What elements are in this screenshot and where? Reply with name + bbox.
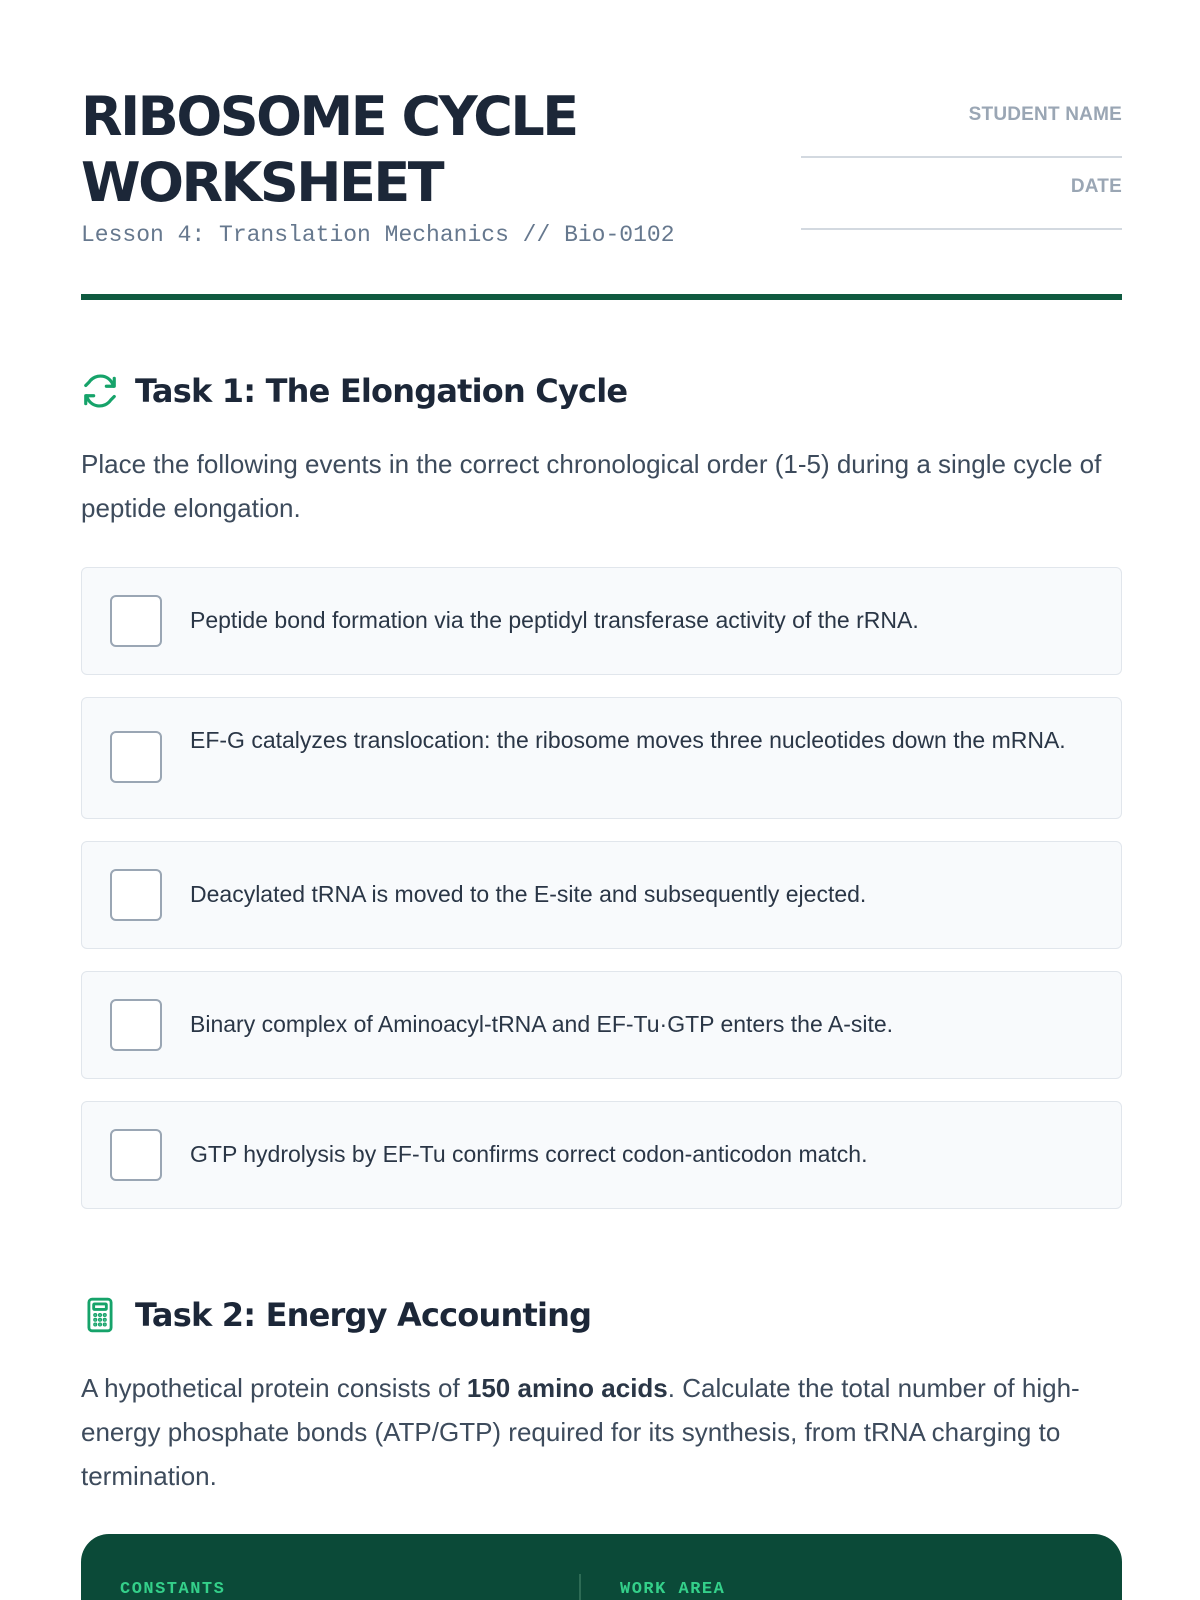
worksheet-page bbox=[81, 0, 1122, 1599]
order-input-box[interactable] bbox=[110, 869, 162, 921]
date-label: DATE bbox=[1070, 176, 1122, 197]
list-item bbox=[81, 971, 1122, 1079]
date-field[interactable] bbox=[801, 228, 1122, 230]
task-2-prompt bbox=[81, 1366, 1122, 1498]
header-divider bbox=[81, 294, 1122, 300]
calculator-icon bbox=[81, 1296, 119, 1334]
page-title bbox=[81, 84, 761, 216]
order-input-box[interactable] bbox=[110, 1129, 162, 1181]
order-input-box[interactable] bbox=[110, 731, 162, 783]
order-input-box[interactable] bbox=[110, 595, 162, 647]
student-name-label: STUDENT NAME bbox=[968, 104, 1122, 125]
student-info-fields bbox=[801, 104, 1122, 248]
page-title-line-1: RIBOSOME CYCLE bbox=[81, 85, 577, 148]
worksheet-header bbox=[81, 0, 1122, 300]
task-2-title: Task 2: Energy Accounting bbox=[135, 1296, 592, 1334]
panel-divider bbox=[579, 1574, 581, 1600]
event-text: Deacylated tRNA is moved to the E-site and subsequently ejected. bbox=[190, 881, 867, 907]
event-text: Binary complex of Aminoacyl-tRNA and EF-Tu·GTP enters the A-site. bbox=[190, 1011, 894, 1037]
list-item bbox=[81, 567, 1122, 675]
lesson-subtitle: Lesson 4: Translation Mechanics // Bio-0102 bbox=[81, 222, 675, 248]
event-text: EF-G catalyzes translocation: the ribosome moves three nucleotides down the mRNA. bbox=[190, 727, 1066, 753]
refresh-icon bbox=[81, 372, 119, 410]
task-2-prompt-end: . Calculate the total number of high-energy phosphate bonds (ATP/GTP) required for its synthesis, from tRNA charging to termination. bbox=[81, 1373, 1080, 1491]
event-text: GTP hydrolysis by EF-Tu confirms correct codon-anticodon match. bbox=[190, 1141, 868, 1167]
list-item bbox=[81, 841, 1122, 949]
order-input-box[interactable] bbox=[110, 999, 162, 1051]
constants-label: CONSTANTS bbox=[120, 1580, 226, 1599]
list-item bbox=[81, 1101, 1122, 1209]
student-name-field[interactable] bbox=[801, 156, 1122, 158]
task-1-prompt: Place the following events in the correct chronological order (1-5) during a single cycle of peptide elongation. bbox=[81, 449, 1102, 523]
task-2-heading bbox=[81, 1296, 591, 1334]
list-item bbox=[81, 697, 1122, 819]
task-2-prompt-start: A hypothetical protein consists of bbox=[81, 1373, 467, 1403]
work-area-label: WORK AREA bbox=[620, 1580, 726, 1599]
task-1-title: Task 1: The Elongation Cycle bbox=[135, 372, 628, 410]
page-title-line-2: WORKSHEET bbox=[81, 151, 443, 214]
amino-acid-count: 150 amino acids bbox=[466, 1373, 668, 1403]
task-1-heading bbox=[81, 372, 627, 410]
work-panel bbox=[81, 1534, 1122, 1600]
event-text: Peptide bond formation via the peptidyl transferase activity of the rRNA. bbox=[190, 607, 919, 633]
